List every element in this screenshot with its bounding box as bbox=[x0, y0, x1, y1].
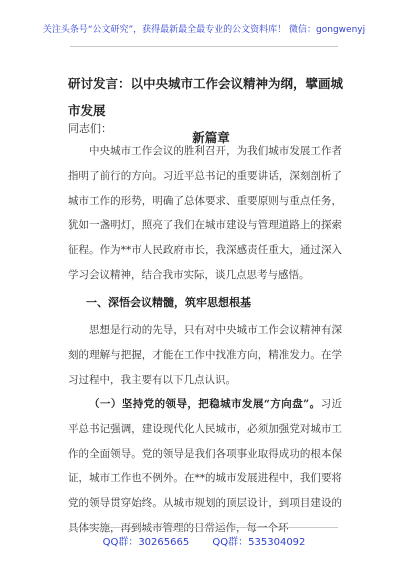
header-divider bbox=[70, 46, 338, 47]
paragraph-intro: 中央城市工作会议的胜利召开，为我们城市发展工作者指明了前行的方向。习近平总书记的重要讲话，深刻剖析了城市工作的形势，明确了总体要求、重要原则与重点任务，犹如一盏明灯，照亮了我们在城市建设与管理道路上的探索征程。作为**市人民政府市长，我深感责任重大，通过深入学习会议精神，结合我市实际，谈几点思考与感悟。 bbox=[68, 145, 342, 281]
paragraph-section-intro: 思想是行动的先导，只有对中央城市工作会议精神有深刻的理解与把握，才能在工作中找准方向，精准发力。在学习过程中，我主要有以下几点认识。 bbox=[68, 324, 342, 386]
title-line-2: 新篇章 bbox=[192, 130, 230, 145]
footer-divider bbox=[70, 527, 338, 528]
title-line-1: 研讨发言：以中央城市工作会议精神为纲，擘画城市发展 bbox=[68, 76, 344, 118]
footer-qq-group-2: QQ群：535304092 bbox=[212, 537, 306, 548]
subsection-body: 习近平总书记强调，建设现代化人民城市，必须加强党对城市工作的全面领导。党的领导是我们各项事业取得成功的根本保证，城市工作也不例外。在**的城市发展进程中，我们要将党的领导贯穿始终。从城市规划的顶层设计，到项目建设的具体实施，再到城市管理的日常运作，每一个环 bbox=[68, 398, 342, 534]
header-banner: 关注头条号“公文研究”，获得最新最全最专业的公文资料库！ 微信：gongwenyj bbox=[42, 25, 366, 35]
footer-qq-group-1: QQ群：30265665 bbox=[102, 537, 190, 548]
greeting: 同志们： bbox=[68, 122, 112, 135]
paragraph-subsection bbox=[68, 392, 342, 541]
subsection-heading: （一）坚持党的领导，把稳城市发展“方向盘”。 bbox=[89, 398, 321, 410]
footer bbox=[0, 533, 408, 548]
section-heading: 一、深悟会议精髓，筑牢思想根基 bbox=[86, 296, 251, 309]
